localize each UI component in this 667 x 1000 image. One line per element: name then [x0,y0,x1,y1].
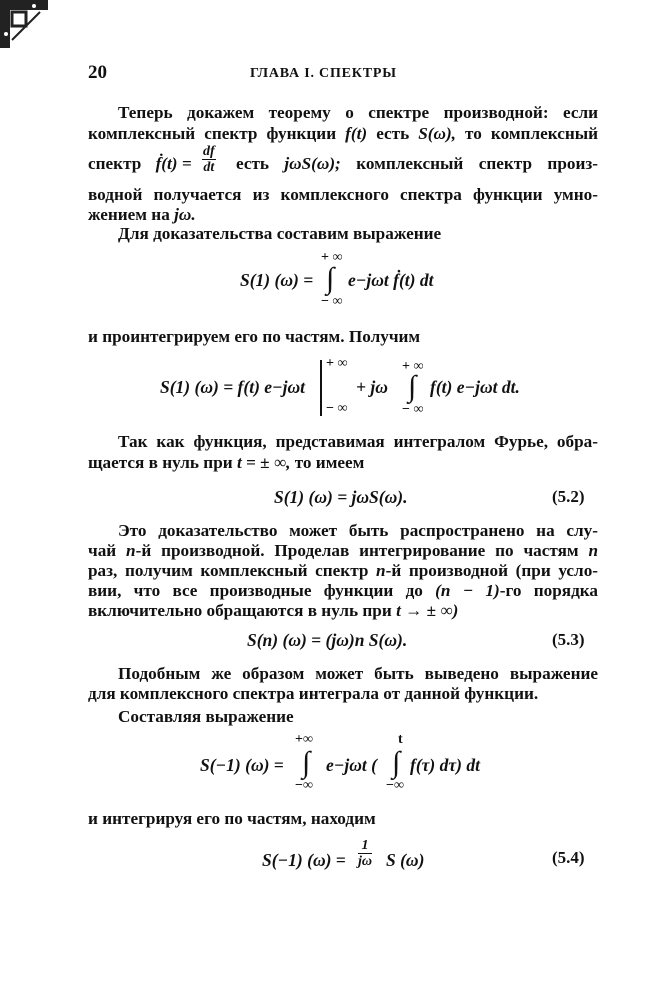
p4-text: то имеем [294,453,365,472]
eq6-rhs: S (ω) [386,850,425,870]
equation-number-5-2: (5.2) [552,487,585,506]
p5-line-5 [88,601,598,621]
p2-line-1: Для доказательства составим выражение [118,224,442,243]
math-inline: t = ± ∞, [236,453,291,472]
p5-text: -й производной (при усло- [385,561,599,580]
eq2-integrand: f(t) e−jωt dt. [430,377,520,397]
p1-line-3 [88,154,192,174]
eq2-upper-limit: + ∞ [402,359,424,374]
p1-line-3-rest [236,154,598,174]
p7-line-1: Составляя выражение [118,707,294,726]
math-inline: jω. [174,205,196,224]
equation-number-5-4: (5.4) [552,848,585,867]
eq5-integrand: f(τ) dτ) dt [410,755,480,775]
p1-text: комплексный спектр произ- [356,154,599,173]
p5-line-2 [88,541,598,561]
integral-sign: ∫ [326,262,335,295]
eq5-upper-limit: +∞ [295,732,313,747]
p6-line-2: для комплексного спектра интеграла от данной функции. [88,684,539,703]
corner-ornament [0,0,48,48]
p4-text: щается в нуль при [88,453,233,472]
fraction-df-dt [202,144,216,175]
eq2-lhs: S(1) (ω) = f(t) e−jωt [160,377,306,397]
eq6-lhs: S(−1) (ω) = [262,850,346,870]
math-inline: n [588,541,599,560]
p1-line-5 [88,205,598,225]
p1-text: то комплексный [465,124,599,143]
eq1-lower-limit: − ∞ [321,294,343,309]
math-inline: f(t) [345,124,368,143]
eq1-upper-limit: + ∞ [321,250,343,265]
p5-line-4 [88,581,598,601]
eq5-inner-upper-limit: t [398,732,403,747]
eq2-lower-limit: − ∞ [402,402,424,417]
p5-text: вии, что все производные функции до [88,581,423,600]
integral-sign: ∫ [392,746,401,779]
math-inline: (n − 1) [435,581,500,600]
integral-sign: ∫ [302,746,311,779]
p1-text: спектр [88,154,142,173]
p1-text: есть [236,154,269,173]
evaluation-bar [320,360,322,416]
math-inline: jωS(ω); [284,154,341,173]
p4-line-2 [88,453,598,473]
eq2-bar-lower-limit: − ∞ [326,401,348,416]
math-inline: ḟ(t) = [155,154,192,173]
math-inline: S(ω), [418,124,456,143]
p5-text: -й производной. Проделав интегрирование по частям [135,541,579,560]
p1-line-4: водной получается из комплексного спектра функции умно- [88,185,598,204]
p1-line-2 [88,124,598,144]
p5-text: -го порядка [499,581,599,600]
p5-text: чай [88,541,117,560]
fraction-numerator: 1 [358,838,372,854]
equation-number-5-3: (5.3) [552,630,585,649]
eq2-middle: + jω [356,377,388,397]
math-inline: t → ± ∞) [396,601,459,620]
p1-text: есть [376,124,410,143]
math-inline: n [376,561,386,580]
fraction-denominator: jω [358,854,373,869]
eq-5-3: S(n) (ω) = (jω)n S(ω). [247,630,408,650]
p8-line-1: и интегрируя его по частям, находим [88,809,376,828]
integral-sign: ∫ [408,370,417,403]
eq1-integrand: e−jωt ḟ(t) dt [348,270,434,290]
fraction-denominator: dt [203,160,215,175]
eq-5-2: S(1) (ω) = jωS(ω). [274,487,408,507]
p6-line-1: Подобным же образом может быть выведено выражение [118,664,598,683]
p4-line-1: Так как функция, представимая интегралом Фурье, обра- [118,432,598,451]
p5-text: включительно обращаются в нуль при [88,601,392,620]
p1-text: жением на [88,205,170,224]
eq1-lhs: S(1) (ω) = [240,270,314,290]
p5-text: раз, получим комплексный спектр [88,561,369,580]
page-number: 20 [88,62,107,83]
eq2-bar-upper-limit: + ∞ [326,356,348,371]
p5-line-3 [88,561,598,581]
eq5-lhs: S(−1) (ω) = [200,755,284,775]
math-inline: n [126,541,136,560]
p3-line-1: и проинтегрируем его по частям. Получим [88,327,421,346]
chapter-header: ГЛАВА I. СПЕКТРЫ [250,66,397,81]
eq5-middle: e−jωt ( [326,755,377,775]
eq5-lower-limit: −∞ [295,778,313,793]
p1-line-1: Теперь докажем теорему о спектре производной: если [118,103,598,122]
p1-text: комплексный спектр функции [88,124,337,143]
fraction-1-jw [358,838,372,869]
p5-line-1: Это доказательство может быть распространено на слу- [118,521,598,540]
eq5-inner-lower-limit: −∞ [386,778,404,793]
fraction-numerator: df [203,144,215,159]
